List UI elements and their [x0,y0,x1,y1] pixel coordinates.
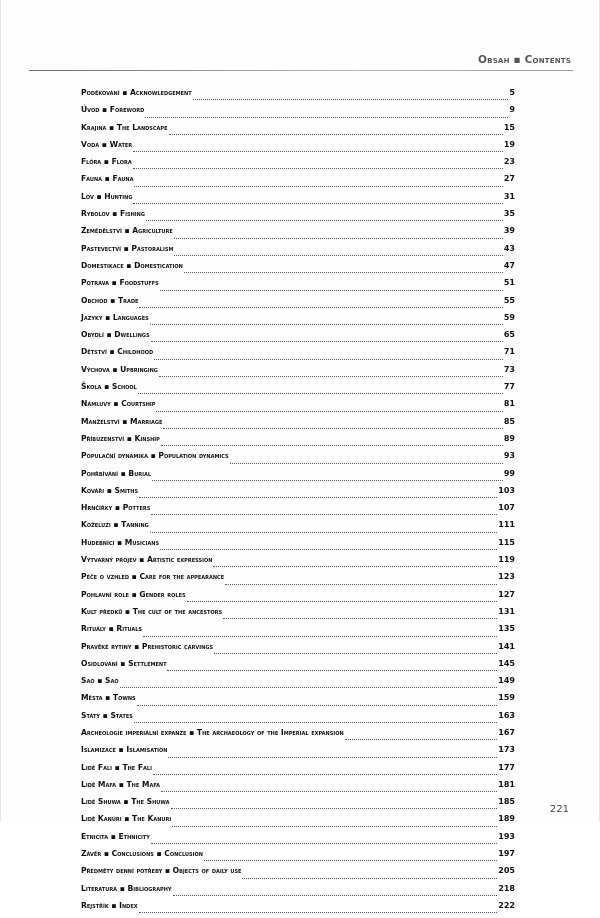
dot-leader [193,99,509,100]
page-number: 221 [549,804,569,815]
toc-entry-page: 115 [498,537,515,547]
dot-leader [159,376,503,377]
toc-entry[interactable] [81,261,515,278]
toc-entry-title: Příbuzenství ▪ Kinship [81,433,160,443]
dot-leader [184,272,503,273]
toc-entry-title: Osidlování ▪ Settlement [81,658,167,668]
toc-entry-page: 218 [498,883,515,893]
toc-entry[interactable] [81,728,515,745]
toc-entry[interactable] [81,520,515,537]
toc-entry[interactable] [81,192,515,209]
toc-entry-page: 197 [498,849,515,859]
toc-entry[interactable] [81,140,515,157]
dot-leader [150,532,498,533]
dot-leader [161,445,503,446]
toc-entry-title: Fauna ▪ Fauna [81,174,134,184]
toc-entry-title: Lidé Kanuri ▪ The Kanuri [81,814,172,824]
toc-entry-title: Pastevectví ▪ Pastoralism [81,243,174,253]
toc-entry[interactable] [81,590,515,607]
toc-entry-page: 71 [503,347,515,357]
dot-leader [167,670,497,671]
toc-entry-page: 163 [498,710,515,720]
toc-entry-page: 131 [498,606,515,616]
toc-entry[interactable] [81,313,515,330]
toc-entry-title: Lov ▪ Hunting [81,191,133,201]
toc-entry[interactable] [81,105,515,122]
toc-entry-page: 177 [498,762,515,772]
toc-entry[interactable] [81,244,515,261]
toc-entry[interactable] [81,642,515,659]
toc-entry-page: 77 [503,382,515,392]
toc-entry-page: 173 [498,745,515,755]
toc-entry-page: 189 [498,814,515,824]
toc-entry-page: 123 [498,572,515,582]
toc-entry[interactable] [81,624,515,641]
toc-entry-page: 193 [498,831,515,841]
toc-entry[interactable] [81,555,515,572]
dot-leader [145,117,508,118]
toc-entry[interactable] [81,347,515,364]
dot-leader [174,255,502,256]
toc-entry[interactable] [81,763,515,780]
dot-leader [133,203,502,204]
toc-entry-title: Kult předků ▪ The cult of the ancestors [81,606,223,616]
section-title: Obsah ▪ Contents [478,54,571,66]
toc-entry-page: 181 [498,779,515,789]
toc-entry-title: Péče o vzhled ▪ Care for the appearance [81,572,225,582]
dot-leader [172,826,497,827]
toc-entry[interactable] [81,693,515,710]
dot-leader [138,393,503,394]
dot-leader [223,618,497,619]
toc-entry-page: 149 [498,676,515,686]
dot-leader [204,860,497,861]
dot-leader [137,705,498,706]
dot-leader [225,584,497,585]
toc-entry-title: Hudebníci ▪ Musicians [81,537,160,547]
dot-leader [242,878,497,879]
toc-entry-page: 127 [498,589,515,599]
toc-entry[interactable] [81,711,515,728]
toc-entry[interactable] [81,365,515,382]
toc-entry[interactable] [81,659,515,676]
toc-entry-title: Populační dynamika ▪ Population dynamics [81,451,229,461]
toc-entry-title: Státy ▪ States [81,710,133,720]
toc-entry-page: 159 [498,693,515,703]
toc-entry-title: Rituály ▪ Rituals [81,624,143,634]
toc-entry[interactable] [81,174,515,191]
toc-entry[interactable] [81,399,515,416]
toc-entry[interactable] [81,278,515,295]
toc-entry[interactable] [81,814,515,831]
toc-entry[interactable] [81,469,515,486]
toc-entry[interactable] [81,745,515,762]
toc-entry-title: Sao ▪ Sao [81,676,119,686]
dot-leader [133,151,503,152]
dot-leader [133,168,503,169]
toc-entry-title: Zemědělství ▪ Agriculture [81,226,173,236]
toc-entry[interactable] [81,382,515,399]
dot-leader [174,238,503,239]
dot-leader [153,774,497,775]
toc-entry-page: 81 [503,399,515,409]
dot-leader [154,359,503,360]
toc-entry[interactable] [81,780,515,797]
toc-entry[interactable] [81,866,515,883]
toc-entry-title: Jazyky ▪ Languages [81,312,149,322]
dot-leader [187,601,498,602]
toc-entry-page: 51 [503,278,515,288]
toc-entry[interactable] [81,226,515,243]
dot-leader [134,186,502,187]
header-rule [29,70,573,71]
toc-entry-title: Závěr ▪ Conclusions ▪ Conclusion [81,849,203,859]
dot-leader [151,341,503,342]
dot-leader [139,307,502,308]
toc-entry-title: Obydlí ▪ Dwellings [81,330,150,340]
toc-entry-title: Manželství ▪ Marriage [81,416,163,426]
dot-leader [139,912,498,913]
toc-entry-page: 103 [498,485,515,495]
toc-entry[interactable] [81,123,515,140]
dot-leader [213,566,497,567]
toc-entry[interactable] [81,901,515,918]
toc-entry-title: Flóra ▪ Flora [81,157,132,167]
table-of-contents [81,88,515,918]
toc-entry-title: Obchod ▪ Trade [81,295,139,305]
toc-entry-title: Potrava ▪ Foodstuffs [81,278,159,288]
toc-entry[interactable] [81,434,515,451]
toc-entry[interactable] [81,88,515,105]
dot-leader [151,843,497,844]
toc-entry-page: 35 [503,209,515,219]
toc-entry-title: Pohřbívání ▪ Burial [81,468,152,478]
toc-entry[interactable] [81,676,515,693]
toc-entry-page: 73 [503,364,515,374]
toc-entry[interactable] [81,209,515,226]
dot-leader [214,653,497,654]
toc-entry[interactable] [81,832,515,849]
toc-entry-title: Literatura ▪ Bibliography [81,883,172,893]
toc-entry-page: 141 [498,641,515,651]
toc-entry-page: 119 [498,555,515,565]
dot-leader [152,480,503,481]
dot-leader [160,290,503,291]
toc-entry-page: 9 [509,105,515,115]
toc-entry-title: Islamizace ▪ Islamisation [81,745,168,755]
toc-entry-page: 23 [503,157,515,167]
toc-entry-title: Hrnčířky ▪ Potters [81,503,151,513]
toc-entry-title: Dětství ▪ Childhood [81,347,154,357]
toc-entry[interactable] [81,330,515,347]
toc-entry[interactable] [81,451,515,468]
toc-entry-title: Města ▪ Towns [81,693,136,703]
toc-entry-page: 145 [498,658,515,668]
dot-leader [160,549,497,550]
toc-entry-page: 111 [498,520,515,530]
dot-leader [146,220,503,221]
toc-entry[interactable] [81,607,515,624]
toc-entry-page: 222 [498,900,515,910]
dot-leader [230,463,503,464]
toc-entry-title: Krajina ▪ The Landscape [81,122,168,132]
toc-entry-title: Škola ▪ School [81,382,137,392]
toc-entry[interactable] [81,538,515,555]
toc-entry-page: 59 [503,312,515,322]
toc-entry-page: 167 [498,727,515,737]
toc-entry-page: 15 [503,122,515,132]
toc-entry-title: Pohlavní role ▪ Gender roles [81,589,186,599]
toc-entry-title: Rybolov ▪ Fishing [81,209,145,219]
toc-entry-page: 31 [503,191,515,201]
toc-entry[interactable] [81,157,515,174]
toc-entry-page: 65 [503,330,515,340]
toc-entry-page: 205 [498,866,515,876]
toc-entry-title: Archeologie imperiální expanze ▪ The archaeology of the Imperial expansion [81,727,344,737]
toc-entry-page: 39 [503,226,515,236]
toc-entry-title: Námluvy ▪ Courtship [81,399,156,409]
dot-leader [163,428,502,429]
dot-leader [169,134,503,135]
toc-entry[interactable] [81,849,515,866]
toc-entry-title: Domestikace ▪ Domestication [81,260,183,270]
dot-leader [134,722,497,723]
toc-entry-title: Předměty denní potřeby ▪ Objects of daily use [81,866,242,876]
toc-entry-title: Lidé Shuwa ▪ The Shuwa [81,797,170,807]
toc-entry-title: Etnicita ▪ Ethnicity [81,831,150,841]
toc-entry-title: Výchova ▪ Upbringing [81,364,158,374]
toc-entry[interactable] [81,417,515,434]
toc-entry-page: 55 [503,295,515,305]
toc-entry[interactable] [81,884,515,901]
dot-leader [139,497,497,498]
toc-entry-title: Kováři ▪ Smiths [81,485,139,495]
toc-entry-page: 5 [509,88,515,97]
dot-leader [168,757,497,758]
toc-entry-page: 93 [503,451,515,461]
toc-entry-page: 89 [503,433,515,443]
toc-entry-page: 19 [503,139,515,149]
toc-entry-title: Rejstřík ▪ Index [81,900,138,910]
toc-entry-title: Lidé Fali ▪ The Fali [81,762,152,772]
toc-entry-title: Pravěké rytiny ▪ Prehistoric carvings [81,641,214,651]
toc-entry[interactable] [81,296,515,313]
toc-entry-page: 99 [503,468,515,478]
toc-entry[interactable] [81,797,515,814]
toc-entry-title: Výtvarný projev ▪ Artistic expression [81,555,213,565]
toc-entry-page: 107 [498,503,515,513]
toc-entry-title: Úvod ▪ Foreword [81,105,145,115]
dot-leader [150,324,503,325]
toc-entry-page: 27 [503,174,515,184]
dot-leader [143,636,497,637]
toc-entry[interactable] [81,572,515,589]
toc-entry-title: Koželuzi ▪ Tanning [81,520,149,530]
dot-leader [173,895,498,896]
dot-leader [156,411,502,412]
toc-entry-page: 135 [498,624,515,634]
toc-entry-title: Poděkování ▪ Acknowledgement [81,88,192,97]
dot-leader [161,791,497,792]
toc-entry-page: 185 [498,797,515,807]
toc-entry[interactable] [81,486,515,503]
dot-leader [171,808,498,809]
toc-entry-page: 85 [503,416,515,426]
toc-entry-title: Lidé Mafa ▪ The Mafa [81,779,161,789]
toc-entry-page: 47 [503,260,515,270]
toc-entry[interactable] [81,503,515,520]
toc-entry-title: Voda ▪ Water [81,139,133,149]
dot-leader [120,687,498,688]
dot-leader [345,739,498,740]
dot-leader [151,514,497,515]
toc-entry-page: 43 [503,243,515,253]
